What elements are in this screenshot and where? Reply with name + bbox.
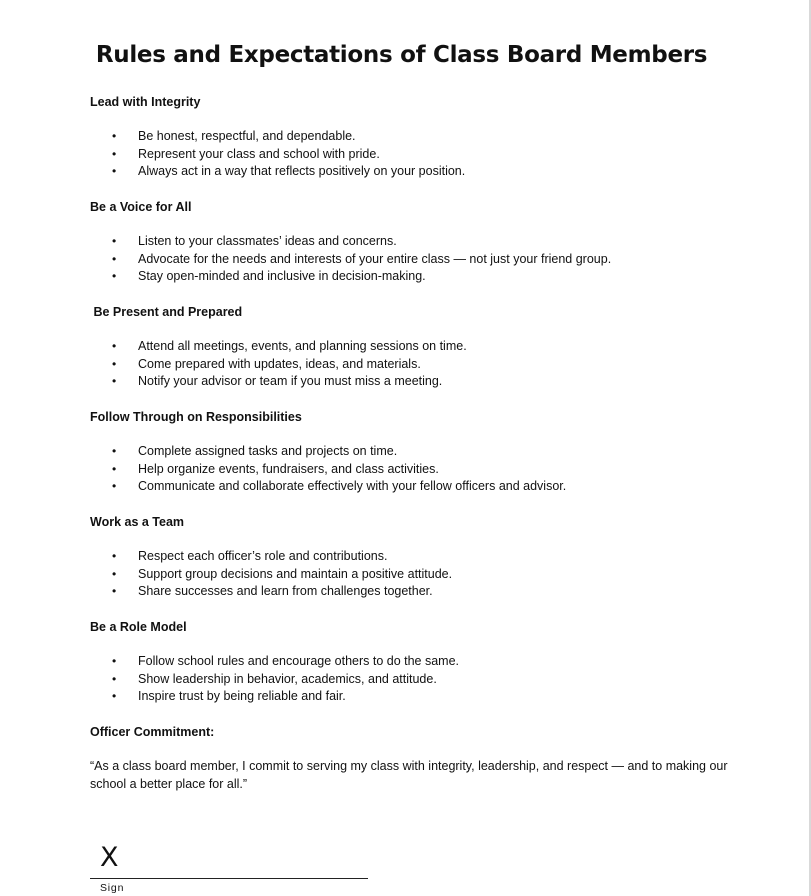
list-item [90, 373, 780, 391]
bullet-icon: • [112, 146, 117, 161]
list-item [90, 688, 780, 706]
list-item [90, 478, 780, 496]
bullet-icon: • [112, 374, 117, 388]
list-item-text: Respect each officer’s role and contributions. [138, 549, 388, 563]
commitment-statement: “As a class board member, I commit to serving my class with integrity, leadership, and respect — and to making our school a better place for all.” [90, 759, 728, 791]
section-lead-with-integrity [90, 94, 780, 181]
bullet-list [90, 128, 780, 181]
list-item [90, 566, 780, 584]
section-work-as-team [90, 514, 780, 601]
section-heading: Officer Commitment: [90, 725, 215, 739]
list-item-text: Support group decisions and maintain a positive attitude. [138, 566, 453, 581]
bullet-list [90, 443, 780, 496]
bullet-list [90, 233, 780, 286]
bullet-icon: • [112, 251, 117, 266]
list-item-text: Help organize events, fundraisers, and class activities. [138, 461, 439, 476]
list-item-text: Be honest, respectful, and dependable. [138, 129, 356, 143]
list-item [90, 233, 780, 251]
list-item-text: Advocate for the needs and interests of your entire class — not just your friend group. [138, 251, 612, 266]
list-item [90, 671, 780, 689]
list-item [90, 653, 780, 671]
section-heading: Be a Voice for All [90, 200, 192, 214]
list-item [90, 128, 780, 146]
bullet-icon: • [112, 339, 117, 353]
list-item-text: Show leadership in behavior, academics, and attitude. [138, 671, 437, 686]
bullet-icon: • [112, 164, 117, 178]
bullet-icon: • [112, 566, 117, 581]
list-item-text: Complete assigned tasks and projects on time. [138, 444, 398, 458]
list-item-text: Notify your advisor or team if you must miss a meeting. [138, 374, 443, 388]
bullet-icon: • [112, 671, 117, 686]
list-item-text: Come prepared with updates, ideas, and materials. [138, 356, 421, 371]
bullet-icon: • [112, 654, 117, 668]
section-voice-for-all [90, 199, 780, 286]
list-item [90, 583, 780, 601]
bullet-icon: • [112, 269, 117, 283]
section-heading: Work as a Team [90, 515, 185, 529]
list-item [90, 356, 780, 374]
bullet-icon: • [112, 356, 117, 371]
section-present-and-prepared [90, 304, 780, 391]
section-heading: Lead with Integrity [90, 95, 201, 109]
list-item [90, 146, 780, 164]
list-item-text: Always act in a way that reflects positively on your position. [138, 164, 466, 178]
section-heading: Be Present and Prepared [90, 305, 243, 319]
page-title: Rules and Expectations of Class Board Members [95, 42, 708, 68]
bullet-icon: • [112, 479, 117, 493]
list-item-text: Follow school rules and encourage others to do the same. [138, 654, 460, 668]
list-item-text: Communicate and collaborate effectively with your fellow officers and advisor. [138, 479, 567, 493]
list-item-text: Share successes and learn from challenges together. [138, 584, 433, 598]
list-item-text: Attend all meetings, events, and planning sessions on time. [138, 339, 467, 353]
section-heading: Be a Role Model [90, 620, 187, 634]
list-item [90, 251, 780, 269]
bullet-icon: • [112, 461, 117, 476]
section-officer-commitment [90, 724, 780, 740]
bullet-list [90, 338, 780, 391]
section-heading: Follow Through on Responsibilities [90, 410, 302, 424]
bullet-list [90, 548, 780, 601]
bullet-icon: • [112, 444, 117, 458]
list-item-text: Represent your class and school with pride. [138, 146, 380, 161]
list-item [90, 461, 780, 479]
bullet-icon: • [112, 549, 117, 563]
list-item [90, 443, 780, 461]
list-item [90, 268, 780, 286]
bullet-icon: • [112, 689, 117, 703]
list-item [90, 548, 780, 566]
section-follow-through [90, 409, 780, 496]
list-item [90, 163, 780, 181]
bullet-icon: • [112, 129, 117, 143]
signature-line[interactable] [90, 878, 368, 879]
bullet-icon: • [112, 234, 117, 248]
bullet-icon: • [112, 584, 117, 598]
list-item-text: Listen to your classmates’ ideas and concerns. [138, 234, 397, 248]
list-item-text: Inspire trust by being reliable and fair. [138, 689, 346, 703]
list-item [90, 338, 780, 356]
bullet-list [90, 653, 780, 706]
signature-label: Sign [100, 882, 125, 894]
signature-x-mark: X [100, 842, 119, 873]
list-item-text: Stay open-minded and inclusive in decision-making. [138, 269, 426, 283]
section-role-model [90, 619, 780, 706]
